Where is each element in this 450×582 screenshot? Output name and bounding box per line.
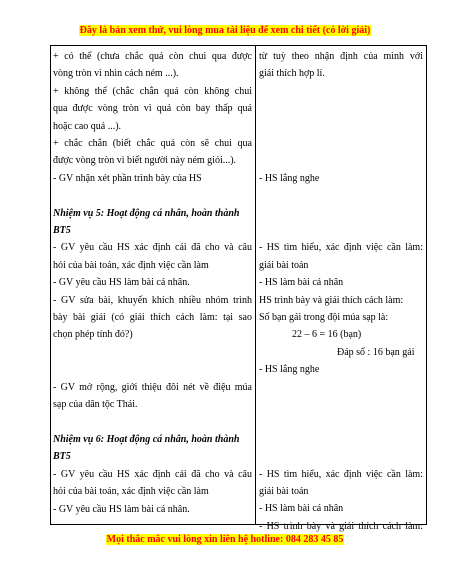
text-line: - HS làm bài cá nhân [259,503,344,515]
text-line: - GV yêu cầu HS xác định cái đã cho và câu [53,468,252,480]
text-line: - GV nhận xét phần trình bày của HS [53,172,202,184]
hotline-banner: Mọi thắc mắc vui lòng xin liên hệ hotline: 084 283 45 85 [106,534,344,545]
spacer [259,396,423,413]
spacer [259,83,423,100]
spacer [259,379,423,396]
text-line: sạp của dân tộc Thái. [53,399,138,411]
spacer [259,100,423,117]
spacer [53,344,252,361]
text-line: - GV sửa bài, khuyến khích nhiều nhóm trình [53,294,252,306]
text-line: chọn phép tính đó?) [53,329,133,341]
text-line: - HS tìm hiểu, xác định việc cần làm: [259,468,423,480]
task-heading: Nhiệm vụ 6: Hoạt động cá nhân, hoàn thành [53,433,240,445]
spacer [53,361,252,378]
text-line: - GV yêu cầu HS làm bài cá nhân. [53,277,190,289]
spacer [53,187,252,204]
text-line: - HS trình bày và giải thích cách làm: [259,520,423,532]
spacer [53,413,252,430]
text-line: được vòng tròn vì biết người này ném giỏi...). [53,155,237,167]
text-line: vòng tròn vì nhìn cách ném ...). [53,68,179,80]
calculation-line: 22 – 6 = 16 (bạn) [292,329,362,341]
text-line: - HS tìm hiểu, xác định việc cần làm: [259,242,423,254]
spacer [259,118,423,135]
text-line: hỏi của bài toán, xác định việc cần làm [53,486,209,498]
spacer [259,222,423,239]
spacer [259,448,423,465]
task-heading: BT5 [53,451,71,463]
text-line: giải bài toán [259,259,309,271]
spacer [259,413,423,430]
preview-banner: Đây là bản xem thử, vui lòng mua tài liệu để xem chi tiết (có lời giải) [79,25,371,36]
text-line: - GV yêu cầu HS làm bài cá nhân. [53,503,190,515]
spacer [259,152,423,169]
answer-line: Đáp số : 16 bạn gái [337,346,415,358]
text-line: - HS làm bài cá nhân [259,277,344,289]
text-line: + chắc chắn (biết chắc quả còn sẽ chui qua [53,138,252,150]
text-line: Số bạn gái trong đội múa sạp là: [259,311,389,323]
student-activities-column [259,48,423,535]
text-line: giải bài toán [259,485,309,497]
text-line: + có thể (chưa chắc quả còn chui qua được [53,51,252,62]
text-line: hoặc cao quá ...). [53,120,122,132]
task-heading: Nhiệm vụ 5: Hoạt động cá nhân, hoàn thành [53,207,240,219]
text-line: qua được vòng tròn vì quả còn bay thấp quá [53,103,252,115]
text-line: + không thể (chắc chắn quả còn không chui [53,85,252,97]
column-divider [255,45,256,525]
text-line: bày bài giải (có giải thích cách làm: tại sao [53,312,252,324]
text-line: từ tuỳ theo nhận định của mình với [259,51,423,62]
spacer [259,135,423,152]
teacher-activities-column [53,48,252,518]
task-heading: BT5 [53,225,71,237]
text-line: - GV mở rộng, giới thiệu đôi nét về điệu múa [53,381,252,393]
text-line: - HS lắng nghe [259,172,320,184]
spacer [259,431,423,448]
text-line: - GV yêu cầu HS xác định cái đã cho và câu [53,242,252,254]
text-line: HS trình bày và giải thích cách làm: [259,294,404,306]
text-line: - HS lắng nghe [259,364,320,376]
spacer [259,205,423,222]
spacer [259,187,423,204]
text-line: giải thích hợp lí. [259,68,325,80]
text-line: hỏi của bài toán, xác định việc cần làm [53,259,209,271]
